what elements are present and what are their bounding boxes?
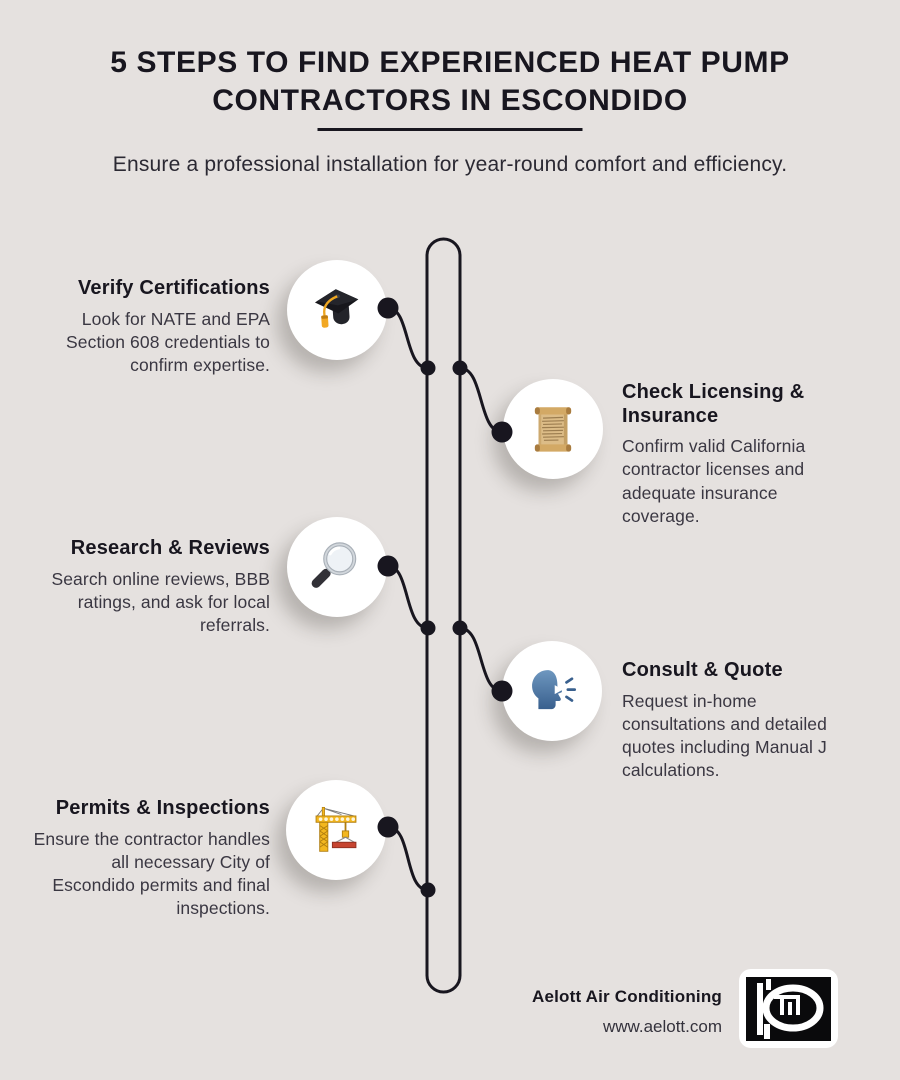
footer — [532, 987, 722, 1037]
step-5-text — [25, 797, 270, 921]
tower-crane-icon — [307, 801, 365, 859]
company-logo — [739, 969, 838, 1048]
graduation-cap-icon — [308, 281, 366, 339]
step-5-icon-circle — [286, 780, 386, 880]
aelott-logo-icon — [746, 977, 831, 1041]
company-name: Aelott Air Conditioning — [532, 987, 722, 1006]
step-4-text — [622, 659, 864, 783]
step-2-description: Confirm valid California contractor licenses and adequate insurance coverage. — [622, 436, 806, 526]
subtitle: Ensure a professional installation for year-round comfort and efficiency. — [112, 153, 788, 176]
step-4-icon-circle — [502, 641, 602, 741]
scroll-icon — [524, 400, 582, 458]
step-3-icon-circle — [287, 517, 387, 617]
step-3-text — [30, 537, 270, 637]
step-3-title: Research & Reviews — [70, 537, 270, 559]
speaking-head-icon — [523, 662, 581, 720]
step-1-text — [30, 277, 270, 377]
step-1-description: Look for NATE and EPA Section 608 credentials to confirm expertise. — [66, 308, 270, 376]
timeline-spine — [427, 239, 460, 992]
timeline-node-dots — [378, 298, 513, 898]
title-divider — [318, 128, 583, 131]
page-title: 5 STEPS TO FIND EXPERIENCED HEAT PUMP CONTRACTORS IN ESCONDIDO — [110, 46, 790, 118]
step-2-icon-circle — [503, 379, 603, 479]
magnifying-glass-icon — [308, 538, 366, 596]
website-url: www.aelott.com — [602, 1017, 722, 1036]
step-3-description: Search online reviews, BBB ratings, and ask for local referrals. — [51, 568, 270, 636]
step-4-title: Consult & Quote — [622, 659, 783, 681]
timeline-connectors — [388, 308, 502, 890]
step-5-description: Ensure the contractor handles all necessary City of Escondido permits and final inspections. — [33, 828, 270, 919]
step-5-title: Permits & Inspections — [55, 797, 270, 819]
step-4-description: Request in-home consultations and detailed quotes including Manual J calculations. — [622, 690, 827, 781]
step-2-title: Check Licensing & Insurance — [622, 381, 805, 427]
step-1-title: Verify Certifications — [77, 277, 270, 299]
step-2-text — [622, 381, 860, 528]
step-1-icon-circle — [287, 260, 387, 360]
